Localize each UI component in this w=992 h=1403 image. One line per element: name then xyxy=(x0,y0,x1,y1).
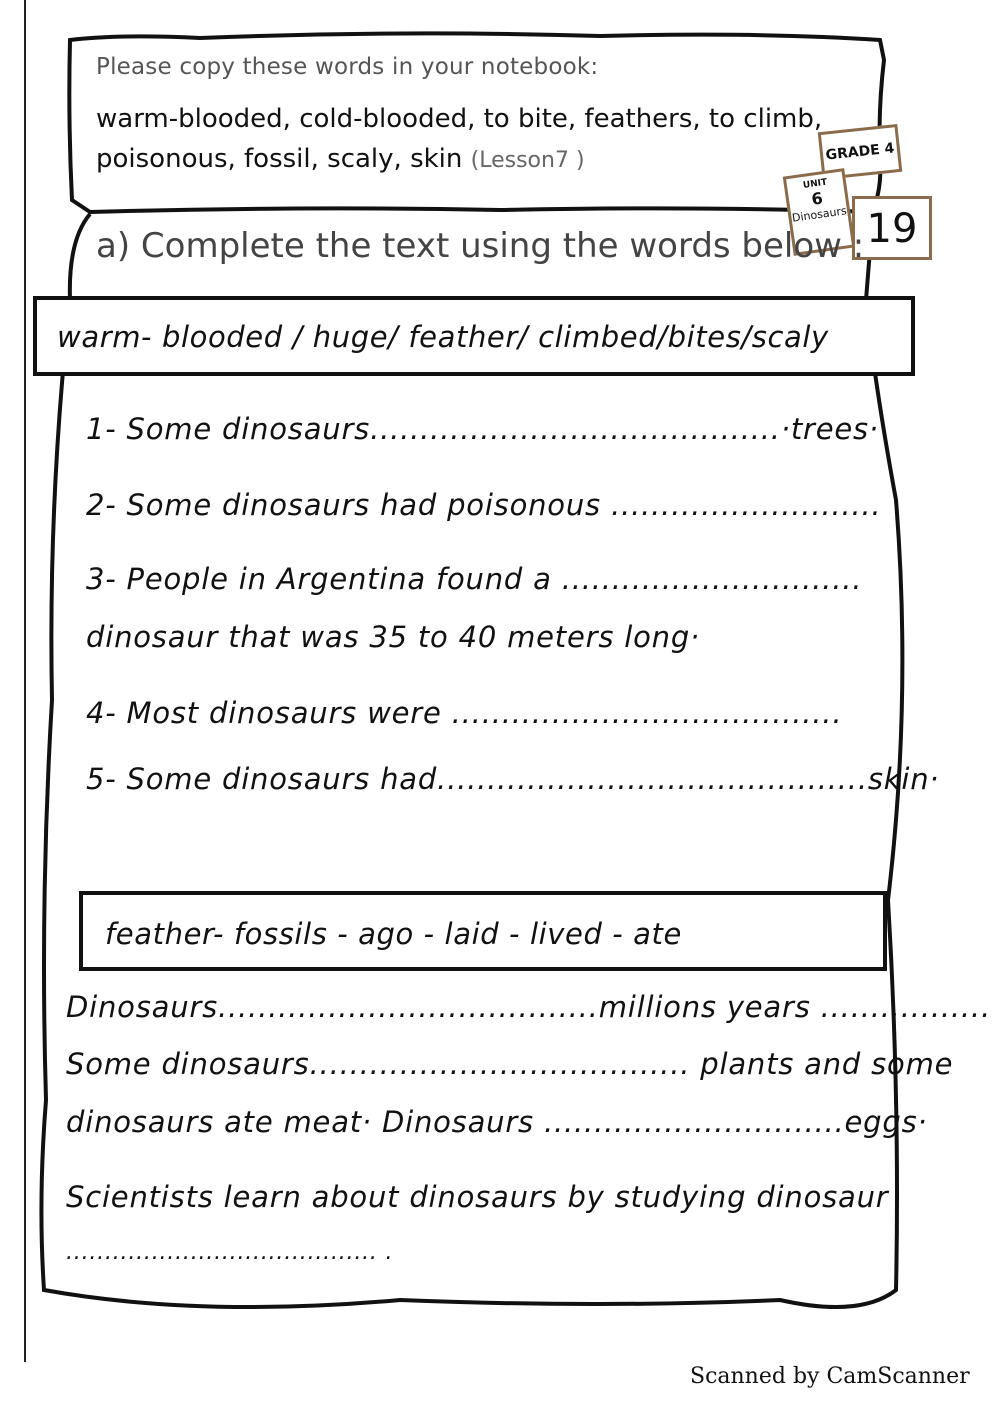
paragraph-line-1: Dinosaurs......................................millions years ................. xyxy=(66,990,991,1024)
page-edge-line xyxy=(24,0,26,1362)
main-frame xyxy=(41,214,902,1307)
sentence-1: 1- Some dinosaurs.........................................·trees· xyxy=(86,412,879,446)
paragraph-line-2: Some dinosaurs...................................... plants and some xyxy=(66,1047,954,1081)
exercise-a-title: a) Complete the text using the words below : xyxy=(96,226,865,266)
page-number-badge: 19 xyxy=(852,196,932,260)
sentence-3: 3- People in Argentina found a .............................. xyxy=(86,562,863,596)
sentence-5: 5- Some dinosaurs had...........................................skin· xyxy=(86,762,940,796)
sentence-4: 4- Most dinosaurs were ....................................... xyxy=(86,696,843,730)
unit-name: Dinosaurs xyxy=(791,204,848,225)
vocabulary-line-2 xyxy=(96,144,585,174)
paragraph-line-5: ........................................ . xyxy=(66,1240,394,1265)
word-bank-b: feather- fossils - ago - laid - lived - ate xyxy=(105,917,682,951)
vocabulary-words: poisonous, fossil, scaly, skin xyxy=(96,144,463,174)
word-bank-a: warm- blooded / huge/ feather/ climbed/bites/scaly xyxy=(57,320,829,354)
paragraph-line-4: Scientists learn about dinosaurs by studying dinosaur xyxy=(66,1180,889,1214)
vocabulary-line-1: warm-blooded, cold-blooded, to bite, feathers, to climb, xyxy=(96,104,823,134)
scanner-watermark: Scanned by CamScanner xyxy=(690,1364,970,1389)
paragraph-line-3: dinosaurs ate meat· Dinosaurs ..............................eggs· xyxy=(66,1105,928,1139)
copy-instruction: Please copy these words in your notebook: xyxy=(96,54,599,80)
grade-badge: GRADE 4 xyxy=(818,124,903,180)
unit-label: UNIT xyxy=(802,177,828,191)
unit-number: 6 xyxy=(810,188,824,209)
word-bank-box-a xyxy=(33,296,915,376)
sentence-2: 2- Some dinosaurs had poisonous ........................... xyxy=(86,488,882,522)
sentence-3-continued: dinosaur that was 35 to 40 meters long· xyxy=(86,620,701,654)
word-bank-box-b xyxy=(79,891,887,971)
lesson-label: (Lesson7 ) xyxy=(470,148,585,173)
